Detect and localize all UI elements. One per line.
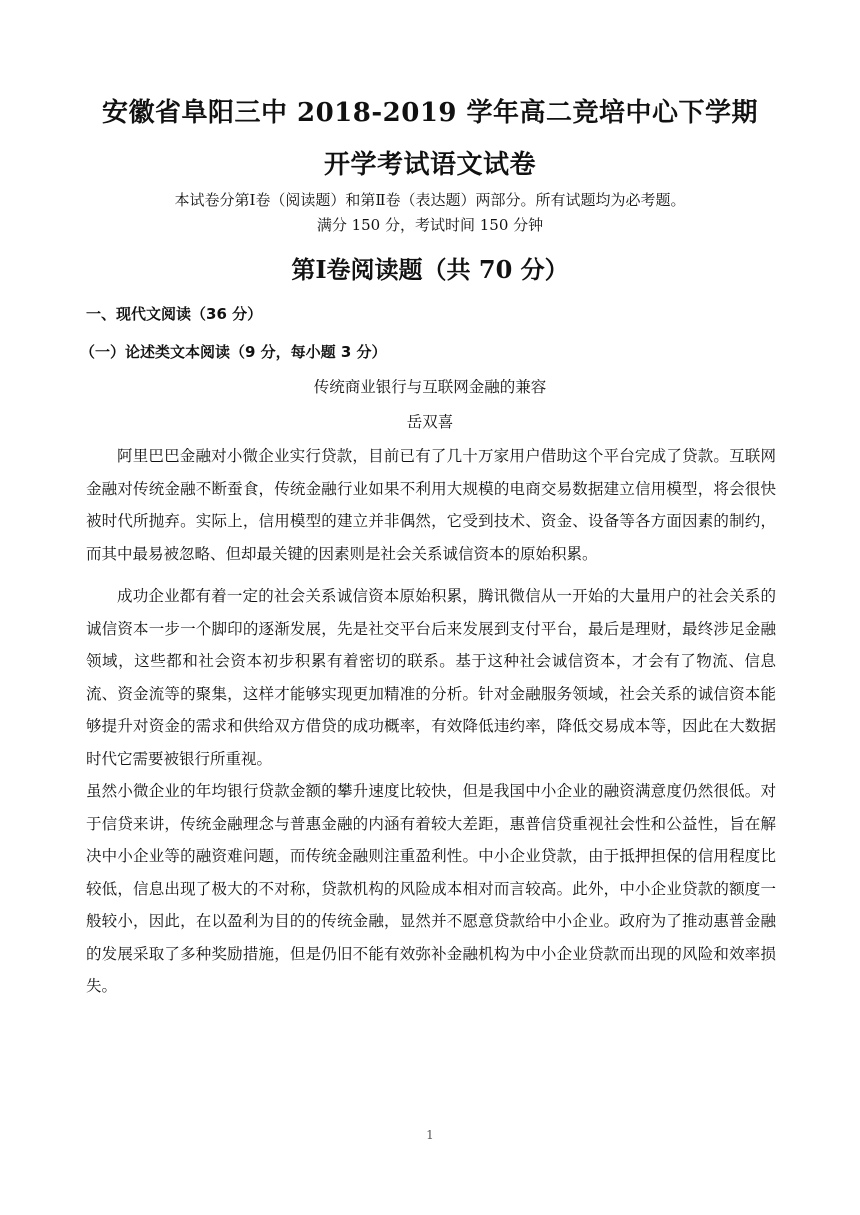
article-title: 传统商业银行与互联网金融的兼容 [313,378,547,396]
article-paragraph-2: 成功企业都有着一定的社会关系诚信资本原始积累，腾讯微信从一开始的大量用户的社会关系的诚信资本一步一个脚印的逐渐发展，先是社交平台后来发展到支付平台，最后是理财，最终涉足金融领域，这些都和社会资本初步积累有着密切的联系。基于这种社会诚信资本，才会有了物流、信息流、资金流等的聚集，这样才能够实现更加精准的分析。针对金融服务领域，社会关系的诚信资本能够提升对资金的需求和供给双方借贷的成功概率，有效降低违约率，降低交易成本等，因此在大数据时代它需要被银行所重视。 [86,587,776,768]
article-paragraph-1: 阿里巴巴金融对小微企业实行贷款，目前已有了几十万家用户借助这个平台完成了贷款。互联网金融对传统金融不断蚕食，传统金融行业如果不利用大规模的电商交易数据建立信用模型，将会很快被时代所抛弃。实际上，信用模型的建立并非偶然，它受到技术、资金、设备等各方面因素的制约，而其中最易被忽略、但却最关键的因素则是社会关系诚信资本的原始积累。 [86,447,776,563]
exam-title-line2: 开学考试语文试卷 [323,150,536,180]
exam-title-line1: 安徽省阜阳三中 2018-2019 学年高二竞培中心下学期 [101,98,759,128]
article-paragraph-3: 虽然小微企业的年均银行贷款金额的攀升速度比较快，但是我国中小企业的融资满意度仍然很低。对于信贷来讲，传统金融理念与普惠金融的内涵有着较大差距，惠普信贷重视社会性和公益性，旨在解决中小企业等的融资难问题，而传统金融则注重盈利性。中小企业贷款，由于抵押担保的信用程度比较低，信息出现了极大的不对称，贷款机构的风险成本相对而言较高。此外，中小企业贷款的额度一般较小，因此，在以盈利为目的的传统金融，显然并不愿意贷款给中小企业。政府为了推动惠普金融的发展采取了多种奖励措施，但是仍旧不能有效弥补金融机构为中小企业贷款而出现的风险和效率损失。 [86,782,776,995]
article-body [86,440,776,1003]
exam-intro-line1: 本试卷分第Ⅰ卷（阅读题）和第Ⅱ卷（表达题）两部分。所有试题均为必考题。 [174,191,686,209]
subsection-heading: （一）论述类文本阅读（9 分，每小题 3 分） [80,343,387,361]
exam-intro-line2: 满分 150 分，考试时间 150 分钟 [316,216,544,234]
section-heading: 一、现代文阅读（36 分） [86,305,263,323]
article-author: 岳双喜 [406,413,454,431]
volume-title: 第Ⅰ卷阅读题（共 70 分） [291,255,569,284]
page-number: 1 [426,1128,434,1142]
